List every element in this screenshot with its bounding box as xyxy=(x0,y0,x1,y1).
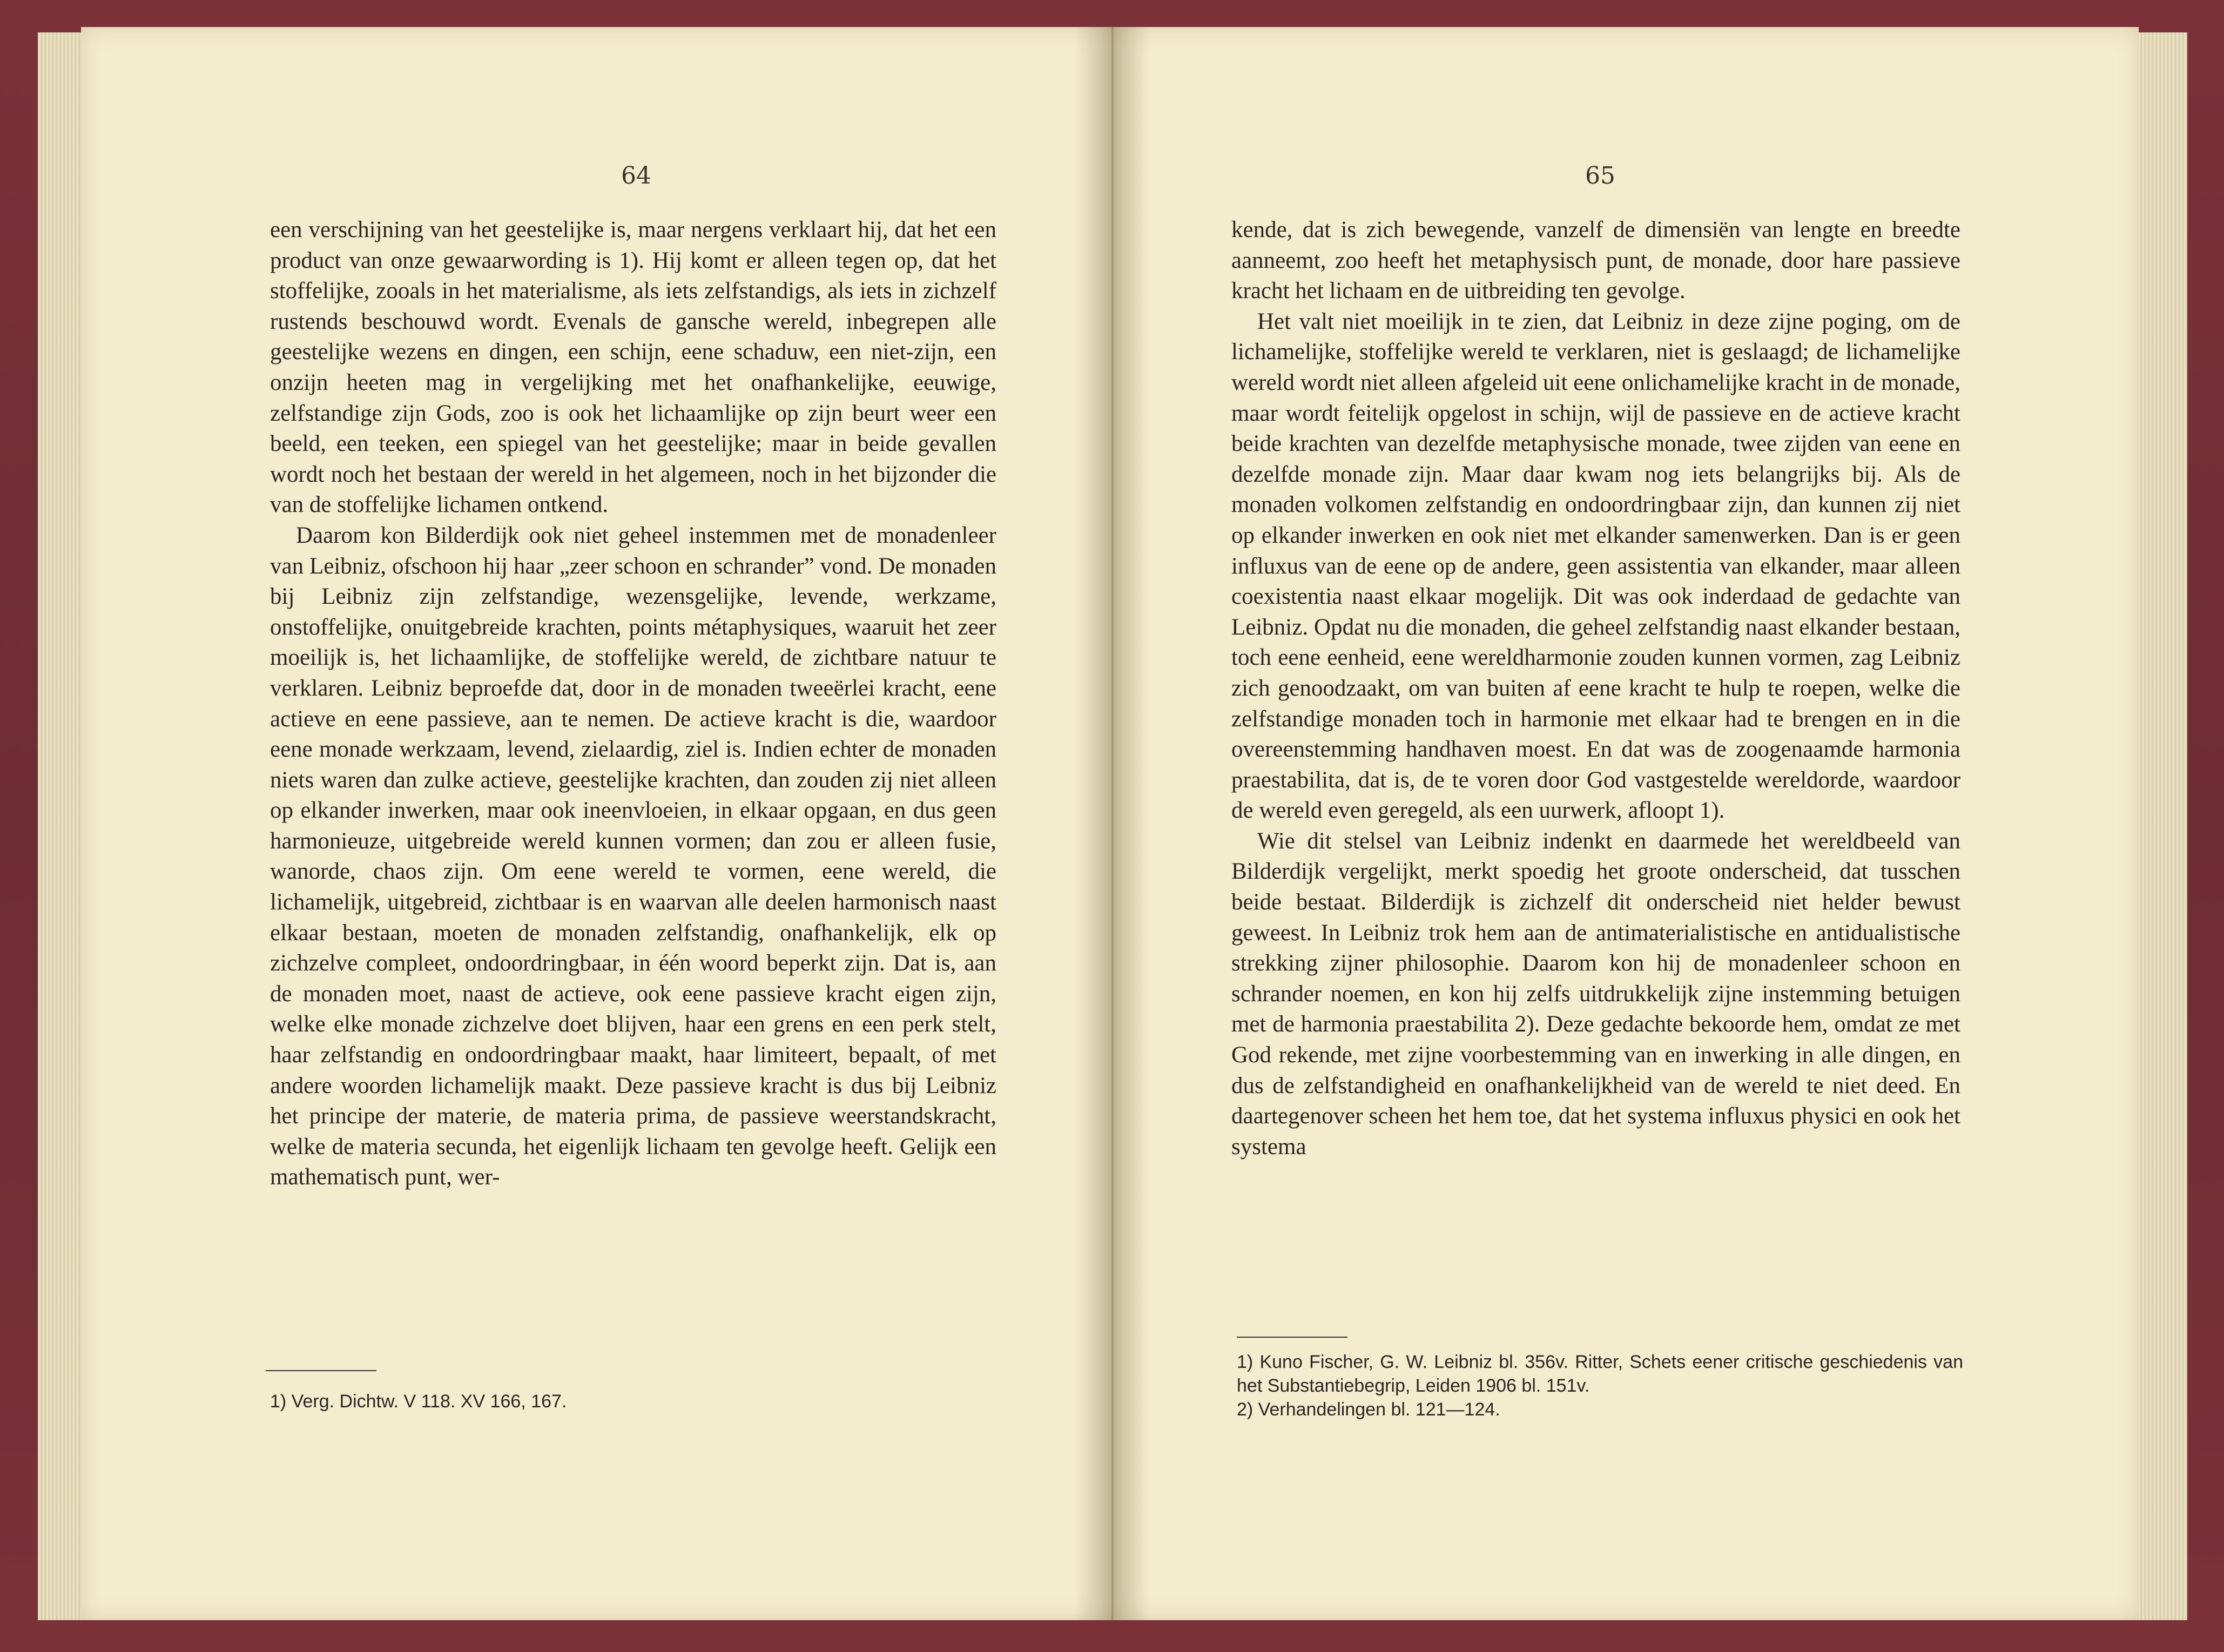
footnote: 1) Kuno Fischer, G. W. Leibniz bl. 356v. Ritter, Schets eener critische geschiedenis van het Substantiebegrip, Leiden 1906 bl. 151v. xyxy=(1237,1352,1963,1396)
footnote-rule xyxy=(1237,1337,1347,1338)
footnote: 1) Verg. Dichtw. V 118. XV 166, 167. xyxy=(270,1391,567,1412)
right-page-footnotes xyxy=(1237,1350,1963,1421)
paragraph: een verschijning van het geestelijke is, maar nergens verklaart hij, dat het een product van onze gewaarwording is 1). Hij komt er alleen tegen op, dat het stoffelijke, zooals in het materialisme, als iets zelfstandigs, als iets in zichzelf rustends beschouwd wordt. Evenals de gansche wereld, inbegrepen alle geestelijke wezens en dingen, een schijn, eene schaduw, een niet-zijn, een onzijn heeten mag in vergelijking met het onafhankelijke, eeuwige, zelfstandige zijn Gods, zoo is ook het lichaamlijke op zijn beurt weer een beeld, een teeken, een spiegel van het geestelijke; maar in beide gevallen wordt noch het bestaan der wereld in het algemeen, noch in het bijzonder die van de stoffelijke lichamen ontkend. xyxy=(270,217,996,518)
book-gutter xyxy=(1075,27,1150,1620)
paragraph: Daarom kon Bilderdijk ook niet geheel instemmen met de monadenleer van Leibniz, ofschoon hij haar „zeer schoon en schrander” vond. De monaden bij Leibniz zijn zelfstandige, wezensgelijke, levende, werkzame, onstoffelijke, onuitgebreide krachten, points métaphysiques, waaruit het zeer moeilijk is, het lichaamlijke, de stoffelijke wereld, de zichtbare natuur te verklaren. Leibniz beproefde dat, door in de monaden tweeërlei kracht, eene actieve en eene passieve, aan te nemen. De actieve kracht is die, waardoor eene monade werkzaam, levend, zielaardig, ziel is. Indien echter de monaden niets waren dan zulke actieve, geestelijke krachten, dan zouden zij niet alleen op elkander inwerken, maar ook ineenvloeien, in elkaar opgaan, en dus geen harmonieuze, uitgebreide wereld kunnen vormen; dan zou er alleen fusie, wanorde, chaos zijn. Om eene wereld te vormen, eene wereld, die lichamelijk, uitgebreid, zichtbaar is en waarvan alle deelen harmonisch naast elkaar bestaan, moeten de monaden zelfstandig, onafhankelijk, elk op zichzelve compleet, ondoordringbaar, in één woord beperkt zijn. Dat is, aan de monaden moet, naast de actieve, ook eene passieve kracht eigen zijn, welke elke monade zichzelve doet blijven, haar een grens en een perk stelt, haar zelfstandig en ondoordringbaar maakt, haar limiteert, bepaalt, of met andere woorden lichamelijk maakt. Deze passieve kracht is dus bij Leibniz het principe der materie, de materia prima, de passieve weerstandskracht, welke de materia secunda, het eigenlijk lichaam ten gevolge heeft. Gelijk een mathematisch punt, wer- xyxy=(270,522,996,1190)
paragraph: kende, dat is zich bewegende, vanzelf de dimensiën van lengte en breedte aanneemt, zoo heeft het metaphysisch punt, de monade, door hare passieve kracht het lichaam en de uitbreiding ten gevolge. xyxy=(1231,217,1960,304)
left-page-footnotes xyxy=(270,1390,994,1413)
paragraph: Wie dit stelsel van Leibniz indenkt en daarmede het wereldbeeld van Bilderdijk vergelijkt, merkt spoedig het groote onderscheid, dat tusschen beide bestaat. Bilderdijk is zichzelf dit onderscheid niet helder bewust geweest. In Leibniz trok hem aan de antimaterialistische en antidualistische strekking zijner philosophie. Daarom kon hij de monadenleer schoon en schrander noemen, en kon hij zelfs uitdrukkelijk zijne instemming betuigen met de harmonia praestabilita 2). Deze gedachte bekoorde hem, omdat ze met God rekende, met zijne voorbestemming van en inwerking in alle dingen, en dus de zelfstandigheid en onafhankelijkheid van de wereld te niet deed. En daartegenover scheen het hem toe, dat het systema influxus physici en ook het systema xyxy=(1231,828,1960,1159)
footnote: 2) Verhandelingen bl. 121—124. xyxy=(1237,1399,1500,1420)
paragraph: Het valt niet moeilijk in te zien, dat Leibniz in deze zijne poging, om de lichamelijke, stoffelijke wereld te verklaren, niet is geslaagd; de lichamelijke wereld wordt niet alleen afgeleid uit eene onlichamelijke kracht in de monade, maar wordt feitelijk opgelost in schijn, wijl de passieve en de actieve kracht beide krachten van dezelfde metaphysische monade, twee zijden van eene en dezelfde monade zijn. Maar daar kwam nog iets belangrijks bij. Als de monaden volkomen zelfstandig en ondoordringbaar zijn, dan kunnen zij niet op elkander inwerken en ook niet met elkander samenwerken. Dan is er geen influxus van de eene op de andere, geen assistentia van elkander, maar alleen coexistentia naast elkaar mogelijk. Dit was ook inderdaad de gedachte van Leibniz. Opdat nu die monaden, die geheel zelfstandig naast elkander bestaan, toch eene eenheid, eene wereldharmonie zouden kunnen vormen, zag Leibniz zich genoodzaakt, om van buiten af eene kracht te hulp te roepen, welke die zelfstandige monaden toch in harmonie met elkaar had te brengen en in die overeenstemming handhaven moest. En dat was de zoogenaamde harmonia praestabilita, dat is, de te voren door God vastgestelde wereldorde, waardoor de wereld even geregeld, als een uurwerk, afloopt 1). xyxy=(1231,308,1960,824)
footnote-rule xyxy=(266,1370,376,1371)
left-page-body xyxy=(270,215,996,1193)
left-page-number: 64 xyxy=(621,162,651,190)
right-page-body xyxy=(1231,215,1960,1162)
right-page-number: 65 xyxy=(1585,162,1615,190)
